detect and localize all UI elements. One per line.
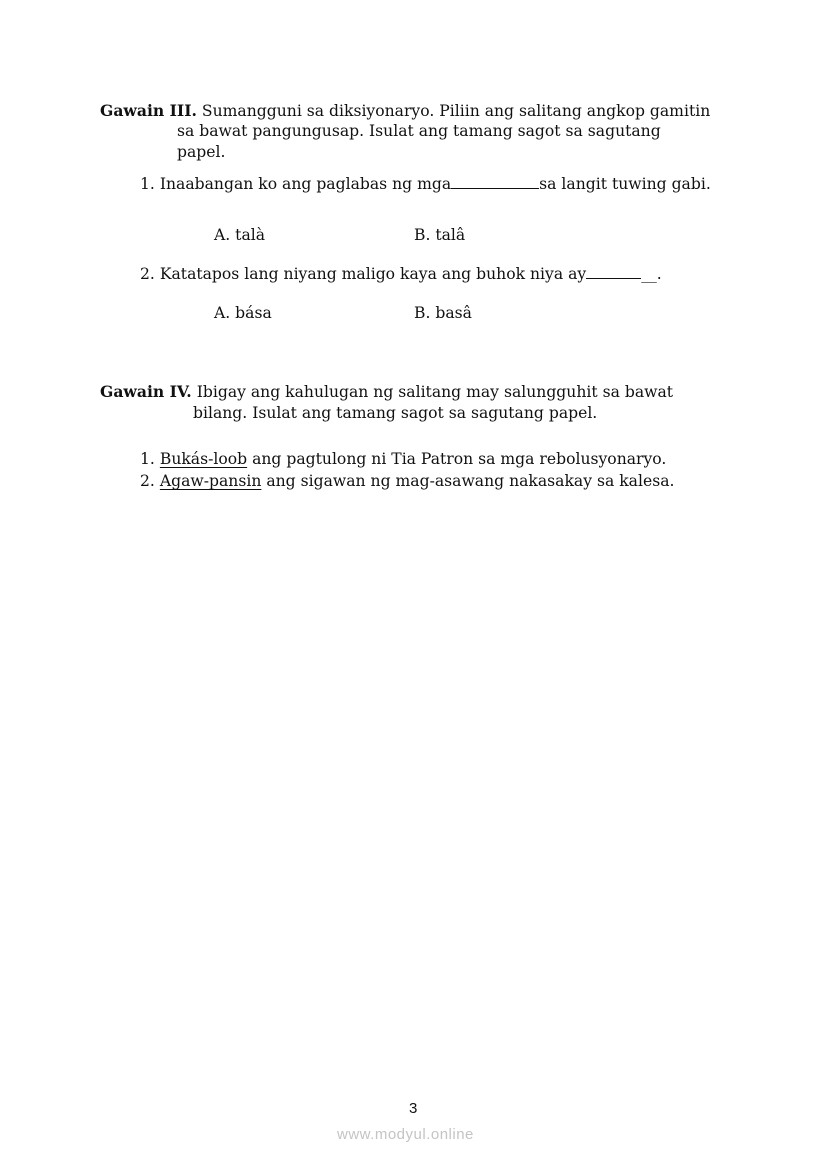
gawain-3-item-2 — [140, 265, 662, 283]
answer-blank — [586, 277, 641, 279]
gawain-4-instruction-line-1 — [100, 382, 673, 401]
gawain-3-item-1-choice-a: A. talà — [214, 226, 266, 244]
gawain-4-instruction-line-2: bilang. Isulat ang tamang sagot sa sagutang papel. — [193, 404, 598, 422]
gawain-3-item-2-choice-a: A. bása — [214, 304, 272, 322]
gawain-3-item-1-choice-b: B. talâ — [414, 226, 466, 244]
gawain-3-instruction-line-2: sa bawat pangungusap. Isulat ang tamang sagot sa sagutang — [177, 122, 661, 140]
watermark: www.modyul.online — [337, 1126, 474, 1143]
gawain-3-instruction-text: Sumangguni sa diksiyonaryo. Piliin ang salitang angkop gamitin — [201, 102, 711, 120]
gawain-3-label: Gawain III. — [100, 101, 197, 120]
gawain-4-item-2 — [140, 472, 674, 490]
gawain-3-instruction-line-1 — [100, 101, 710, 120]
gawain-3-item-1 — [140, 175, 711, 193]
item-text-before-blank: Katatapos lang niyang maligo kaya ang buhok niya ay — [159, 265, 587, 283]
gawain-4-item-1 — [140, 450, 666, 468]
item-number: 1. — [140, 175, 155, 193]
underlined-word: Agaw-pansin — [159, 472, 262, 490]
gawain-3-item-2-choice-b: B. basâ — [414, 304, 472, 322]
item-text: ang sigawan ng mag-asawang nakasakay sa kalesa. — [266, 472, 675, 490]
item-text: ang pagtulong ni Tia Patron sa mga rebolusyonaryo. — [252, 450, 667, 468]
item-text-after-blank: sa langit tuwing gabi. — [539, 175, 711, 193]
item-number: 1. — [140, 450, 155, 468]
answer-blank — [451, 187, 539, 189]
item-text-before-blank: Inaabangan ko ang paglabas ng mga — [159, 175, 452, 193]
gawain-3-instruction-line-3: papel. — [177, 143, 226, 161]
item-text-after-blank: __. — [641, 265, 662, 283]
item-number: 2. — [140, 265, 155, 283]
page-number: 3 — [409, 1100, 418, 1117]
item-number: 2. — [140, 472, 155, 490]
underlined-word: Bukás-loob — [159, 450, 248, 468]
gawain-4-label: Gawain IV. — [100, 382, 192, 401]
gawain-4-instruction-text: Ibigay ang kahulugan ng salitang may salungguhit sa bawat — [196, 383, 674, 401]
